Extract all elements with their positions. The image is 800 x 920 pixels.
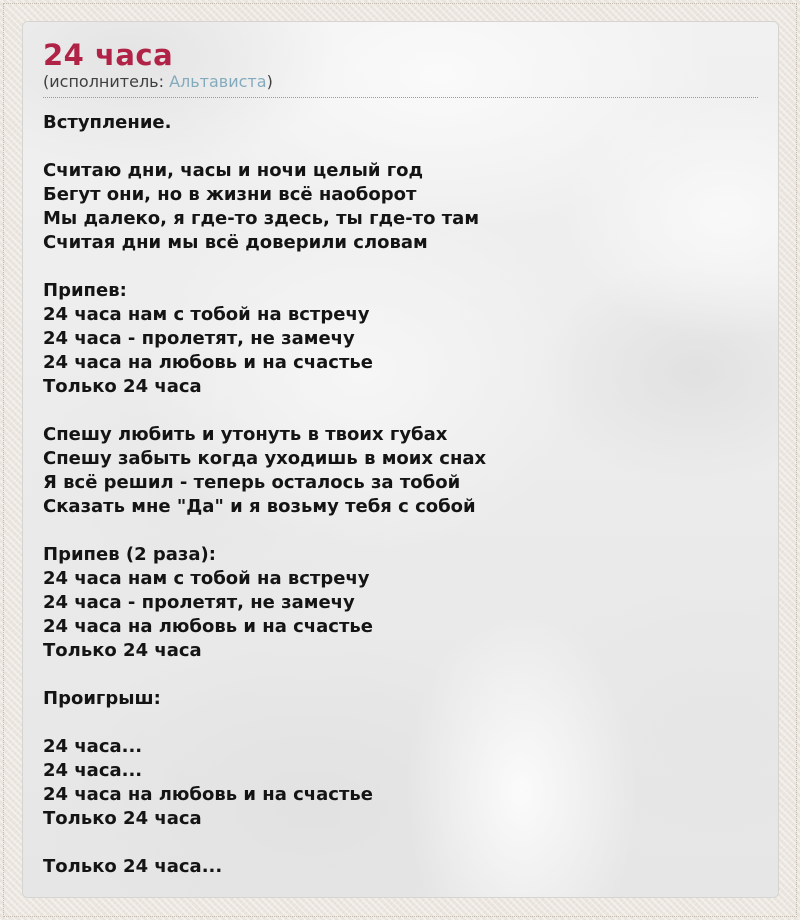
lyric-line: 24 часа - пролетят, не замечу (43, 592, 355, 613)
lyric-line: Спешу забыть когда уходишь в моих снах (43, 448, 487, 469)
dotted-separator (43, 97, 758, 98)
lyrics-card (22, 21, 779, 898)
lyric-line: Я всё решил - теперь осталось за тобой (43, 472, 461, 493)
lyric-line: Сказать мне "Да" и я возьму тебя с собой (43, 496, 476, 517)
lyric-line (43, 399, 758, 423)
lyric-line: 24 часа на любовь и на счастье (43, 352, 374, 373)
lyric-line (43, 663, 758, 687)
lyric-line: Только 24 часа (43, 640, 202, 661)
lyric-line (43, 519, 758, 543)
lyric-line: Спешу любить и утонуть в твоих губах (43, 424, 448, 445)
lyric-line (43, 831, 758, 855)
lyric-line: Только 24 часа... (43, 856, 223, 877)
lyric-line: 24 часа нам с тобой на встречу (43, 304, 370, 325)
lyric-line (43, 255, 758, 279)
lyric-line: Вступление. (43, 112, 172, 133)
lyric-line: 24 часа на любовь и на счастье (43, 784, 374, 805)
artist-line (43, 71, 758, 92)
lyric-line: 24 часа на любовь и на счастье (43, 616, 374, 637)
artist-label-suffix: ) (266, 72, 273, 91)
artist-link[interactable]: Альтависта (169, 72, 267, 91)
lyric-line: Считая дни мы всё доверили словам (43, 232, 428, 253)
lyrics-text (43, 111, 758, 879)
lyric-line: Бегут они, но в жизни всё наоборот (43, 184, 417, 205)
lyric-line: 24 часа - пролетят, не замечу (43, 328, 355, 349)
lyric-line: 24 часа... (43, 760, 143, 781)
artist-label-prefix: (исполнитель: (43, 72, 170, 91)
lyric-line: Только 24 часа (43, 376, 202, 397)
song-title: 24 часа (43, 38, 174, 72)
lyrics-content (23, 22, 778, 879)
lyric-line (43, 135, 758, 159)
lyric-line: Мы далеко, я где-то здесь, ты где-то там (43, 208, 480, 229)
lyric-line: Припев (2 раза): (43, 544, 216, 565)
lyric-line: 24 часа нам с тобой на встречу (43, 568, 370, 589)
lyric-line: Проигрыш: (43, 688, 161, 709)
lyric-line: 24 часа... (43, 736, 143, 757)
lyric-line: Считаю дни, часы и ночи целый год (43, 160, 424, 181)
lyric-line: Припев: (43, 280, 127, 301)
lyric-line (43, 711, 758, 735)
lyric-line: Только 24 часа (43, 808, 202, 829)
